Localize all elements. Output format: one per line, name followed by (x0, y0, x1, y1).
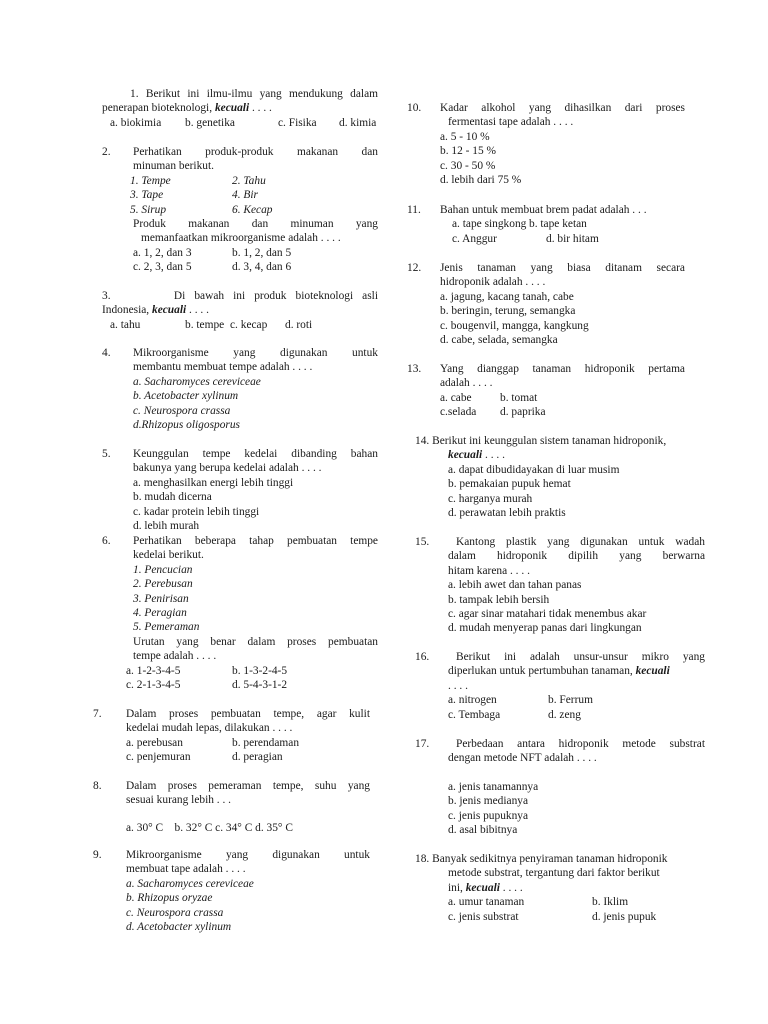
question-11-number: 11. (407, 204, 421, 216)
question-4-option-a[interactable]: a. Sacharomyces cereviceae (133, 375, 261, 388)
question-16-option-b[interactable]: b. Ferrum (548, 694, 593, 707)
question-2-item-5: 5. Sirup (130, 203, 167, 216)
question-3-option-b[interactable]: b. tempe (185, 318, 225, 331)
question-5-option-d[interactable]: d. lebih murah (133, 520, 200, 533)
question-6-step-3: 3. Penirisan (133, 592, 189, 605)
question-5 (102, 447, 378, 533)
question-10-number: 10. (407, 102, 422, 114)
question-15-stem-3: hitam karena . . . . (448, 564, 530, 577)
question-11-option-c[interactable]: c. Anggur (452, 232, 497, 245)
question-2-item-3: 3. Tape (130, 189, 164, 202)
question-4-option-d[interactable]: d.Rhizopus oligosporus (133, 419, 240, 432)
question-9-stem-1: Mikroorganisme yang digunakan untuk (126, 849, 370, 861)
question-2-item-2: 2. Tahu (232, 174, 266, 187)
question-17 (415, 737, 705, 837)
question-2-option-c[interactable]: c. 2, 3, dan 5 (133, 261, 192, 274)
question-3-option-d[interactable]: d. roti (285, 318, 313, 331)
question-10-option-d[interactable]: d. lebih dari 75 % (440, 174, 522, 187)
question-18-stem-2: metode substrat, tergantung dari faktor berikut (448, 867, 660, 880)
question-13-option-d[interactable]: d. paprika (500, 406, 546, 419)
question-2-option-b[interactable]: b. 1, 2, dan 5 (232, 246, 292, 259)
question-3-text-2: Indonesia, (102, 304, 150, 317)
question-6-option-b[interactable]: b. 1-3-2-4-5 (232, 664, 288, 677)
question-6-option-a[interactable]: a. 1-2-3-4-5 (126, 664, 181, 677)
question-4-number: 4. (102, 347, 111, 359)
question-14-dots: . . . . (485, 449, 505, 462)
question-2-item-6: 6. Kecap (232, 203, 273, 216)
question-16-stem-1: Berikut ini adalah unsur-unsur mikro yang (456, 651, 705, 663)
question-2-option-d[interactable]: d. 3, 4, dan 6 (232, 261, 292, 274)
question-15 (415, 535, 705, 636)
question-9-option-d[interactable]: d. Acetobacter xylinum (126, 921, 232, 934)
question-15-stem-1: Kantong plastik yang digunakan untuk wadah (456, 536, 705, 548)
question-1-option-b[interactable]: b. genetika (185, 116, 235, 129)
question-5-option-b[interactable]: b. mudah dicerna (133, 491, 212, 504)
question-6-stem-1: Perhatikan beberapa tahap pembuatan tempe (133, 535, 378, 547)
question-7 (93, 707, 370, 765)
question-6-step-2: 2. Perebusan (133, 578, 193, 591)
question-3-option-c[interactable]: c. kecap (230, 318, 268, 331)
question-16-stem-2: diperlukan untuk pertumbuhan tanaman, (448, 665, 633, 678)
question-13-stem-1: Yang dianggap tanaman hidroponik pertama (440, 363, 685, 375)
question-6-step-5: 5. Pemeraman (133, 621, 200, 634)
question-18-dots: . . . . (502, 881, 523, 894)
question-12-option-c[interactable]: c. bougenvil, mangga, kangkung (440, 319, 589, 332)
question-5-option-a[interactable]: a. menghasilkan energi lebih tinggi (133, 476, 294, 489)
question-3-dots: . . . . (189, 304, 209, 317)
question-15-option-a[interactable]: a. lebih awet dan tahan panas (448, 579, 582, 592)
question-17-stem-2: dengan metode NFT adalah . . . . (448, 752, 597, 765)
question-7-option-d[interactable]: d. peragian (232, 751, 283, 764)
question-17-option-b[interactable]: b. jenis medianya (448, 795, 529, 808)
question-4 (102, 346, 378, 432)
question-15-number: 15. (415, 536, 430, 548)
question-3-keyword: kecuali (152, 304, 187, 317)
question-2-stem-3: Produk makanan dan minuman yang (133, 218, 378, 231)
question-3-number: 3. (102, 290, 111, 302)
question-1-option-a[interactable]: a. biokimia (110, 116, 162, 129)
question-7-stem-2: kedelai mudah lepas, dilakukan . . . . (126, 722, 293, 735)
question-17-stem-1: Perbedaan antara hidroponik metode substrat (456, 738, 705, 750)
question-9-number: 9. (93, 849, 102, 861)
question-2-stem-4: memanfaatkan mikroorganisme adalah . . . . (141, 232, 341, 245)
question-17-option-a[interactable]: a. jenis tanamannya (448, 780, 539, 793)
question-6-number: 6. (102, 535, 111, 547)
question-14 (415, 434, 705, 520)
question-16-number: 16. (415, 651, 430, 663)
question-6-step-1: 1. Pencucian (133, 563, 193, 576)
question-10-stem-2: fermentasi tape adalah . . . . (448, 116, 574, 129)
question-16-dots: . . . . (448, 679, 468, 692)
question-8-options[interactable]: a. 30° C b. 32° C c. 34° C d. 35° C (126, 821, 293, 834)
question-1-number: 1. (130, 88, 139, 100)
question-18-option-b[interactable]: b. Iklim (592, 896, 629, 909)
question-2-stem-1: Perhatikan produk-produk makanan dan (133, 146, 378, 158)
question-7-number: 7. (93, 708, 102, 720)
question-10-stem-1: Kadar alkohol yang dihasilkan dari proses (440, 102, 685, 114)
question-18-option-a[interactable]: a. umur tanaman (448, 896, 525, 909)
question-10-option-a[interactable]: a. 5 - 10 % (440, 130, 490, 143)
question-11 (407, 203, 685, 246)
question-5-number: 5. (102, 448, 111, 460)
question-6-option-c[interactable]: c. 2-1-3-4-5 (126, 679, 181, 692)
question-14-option-a[interactable]: a. dapat dibudidayakan di luar musim (448, 463, 620, 476)
question-14-option-c[interactable]: c. harganya murah (448, 492, 533, 505)
question-14-option-b[interactable]: b. pemakaian pupuk hemat (448, 478, 571, 491)
question-18-stem-3: ini, (448, 881, 463, 894)
question-1 (102, 87, 378, 130)
question-1-option-c[interactable]: c. Fisika (278, 116, 317, 129)
question-2-stem-2: minuman berikut. (133, 160, 214, 173)
question-7-option-c[interactable]: c. penjemuran (126, 751, 191, 764)
question-14-keyword: kecuali (448, 449, 483, 462)
question-5-stem-1: Keunggulan tempe kedelai dibanding bahan (133, 448, 378, 460)
question-2-item-4: 4. Bir (232, 189, 258, 202)
question-9-option-b[interactable]: b. Rhizopus oryzae (126, 892, 213, 905)
question-16-option-d[interactable]: d. zeng (548, 708, 581, 721)
question-13-number: 13. (407, 363, 422, 375)
question-8-stem-2: sesuai kurang lebih . . . (126, 794, 232, 807)
question-16-keyword: kecuali (635, 665, 670, 678)
question-12-option-d[interactable]: d. cabe, selada, semangka (440, 334, 558, 347)
question-6-stem-2: kedelai berikut. (133, 549, 204, 562)
question-11-option-d[interactable]: d. bir hitam (546, 232, 599, 245)
question-18-option-c[interactable]: c. jenis substrat (448, 910, 519, 923)
question-1-option-d[interactable]: d. kimia (339, 116, 377, 129)
question-15-option-c[interactable]: c. agar sinar matahari tidak menembus akar (448, 608, 647, 621)
question-6-option-d[interactable]: d. 5-4-3-1-2 (232, 679, 288, 692)
question-16-option-a[interactable]: a. nitrogen (448, 694, 497, 707)
question-1-text-2: penerapan bioteknologi, (102, 102, 213, 115)
question-18-number: 18. (415, 853, 430, 865)
question-13-option-a[interactable]: a. cabe (440, 391, 472, 404)
question-10-option-b[interactable]: b. 12 - 15 % (440, 145, 496, 158)
question-1-keyword: kecuali (214, 102, 250, 115)
question-18-option-d[interactable]: d. jenis pupuk (592, 910, 657, 923)
question-18-stem-1: Banyak sedikitnya penyiraman tanaman hidroponik (432, 853, 668, 865)
question-9-option-c[interactable]: c. Neurospora crassa (126, 906, 224, 919)
question-13-option-b[interactable]: b. tomat (500, 391, 538, 404)
question-2 (102, 145, 378, 275)
question-17-number: 17. (415, 738, 430, 750)
question-17-option-d[interactable]: d. asal bibitnya (448, 824, 518, 837)
question-2-number: 2. (102, 146, 111, 158)
question-7-stem-1: Dalam proses pembuatan tempe, agar kulit (126, 708, 370, 720)
question-4-stem-1: Mikroorganisme yang digunakan untuk (133, 347, 378, 359)
question-12-number: 12. (407, 262, 422, 274)
question-17-option-c[interactable]: c. jenis pupuknya (448, 809, 529, 822)
question-3-option-a[interactable]: a. tahu (110, 318, 141, 331)
question-6 (102, 534, 378, 692)
question-4-stem-2: membantu membuat tempe adalah . . . . (133, 361, 313, 374)
question-6-stem-3: Urutan yang benar dalam proses pembuatan (133, 635, 378, 648)
question-15-option-b[interactable]: b. tampak lebih bersih (448, 593, 550, 606)
question-11-option-a[interactable]: a. tape singkong (452, 218, 527, 231)
question-13 (407, 362, 685, 420)
question-11-stem-1: Bahan untuk membuat brem padat adalah . . . (440, 204, 647, 216)
question-2-item-1: 1. Tempe (130, 174, 171, 187)
question-6-step-4: 4. Peragian (133, 607, 187, 620)
question-12-stem-1: Jenis tanaman yang biasa ditanam secara (440, 262, 685, 274)
question-12-option-a[interactable]: a. jagung, kacang tanah, cabe (440, 290, 574, 303)
question-18 (415, 852, 705, 924)
question-12-stem-2: hidroponik adalah . . . . (440, 276, 546, 289)
question-8-stem-1: Dalam proses pemeraman tempe, suhu yang (126, 780, 370, 792)
question-16 (415, 650, 705, 722)
question-3 (102, 289, 378, 332)
question-7-option-a[interactable]: a. perebusan (126, 736, 183, 749)
question-14-number: 14. (415, 435, 430, 447)
question-12-option-b[interactable]: b. beringin, terung, semangka (440, 305, 576, 318)
question-9-option-a[interactable]: a. Sacharomyces cereviceae (126, 877, 254, 890)
question-4-option-c[interactable]: c. Neurospora crassa (133, 404, 231, 417)
question-1-text: Berikut ini ilmu-ilmu yang mendukung dalam (145, 88, 378, 100)
question-15-option-d[interactable]: d. mudah menyerap panas dari lingkungan (448, 622, 642, 635)
question-15-stem-2: dalam hidroponik dipilih yang berwarna (448, 550, 705, 563)
question-13-option-c[interactable]: c.selada (440, 406, 477, 419)
question-3-text: Di bawah ini produk bioteknologi asli (173, 290, 378, 302)
question-5-stem-2: bakunya yang berupa kedelai adalah . . . . (133, 462, 322, 475)
question-8-number: 8. (93, 780, 102, 792)
question-4-option-b[interactable]: b. Acetobacter xylinum (133, 390, 239, 403)
question-16-option-c[interactable]: c. Tembaga (448, 708, 501, 721)
question-14-option-d[interactable]: d. perawatan lebih praktis (448, 507, 566, 520)
question-10-option-c[interactable]: c. 30 - 50 % (440, 159, 496, 172)
question-6-stem-4: tempe adalah . . . . (133, 650, 217, 663)
question-14-stem-1: Berikut ini keunggulan sistem tanaman hidroponik, (432, 435, 667, 447)
question-9 (93, 848, 370, 934)
question-2-option-a[interactable]: a. 1, 2, dan 3 (133, 246, 192, 259)
question-11-option-b[interactable]: b. tape ketan (529, 218, 587, 231)
question-8 (93, 779, 370, 835)
question-1-dots: . . . . (251, 102, 272, 115)
question-10 (407, 101, 685, 187)
question-18-keyword: kecuali (465, 881, 500, 894)
question-13-stem-2: adalah . . . . (440, 377, 493, 390)
question-5-option-c[interactable]: c. kadar protein lebih tinggi (133, 505, 260, 518)
question-12 (407, 261, 685, 347)
question-9-stem-2: membuat tape adalah . . . . (126, 863, 246, 876)
question-7-option-b[interactable]: b. perendaman (232, 736, 300, 749)
